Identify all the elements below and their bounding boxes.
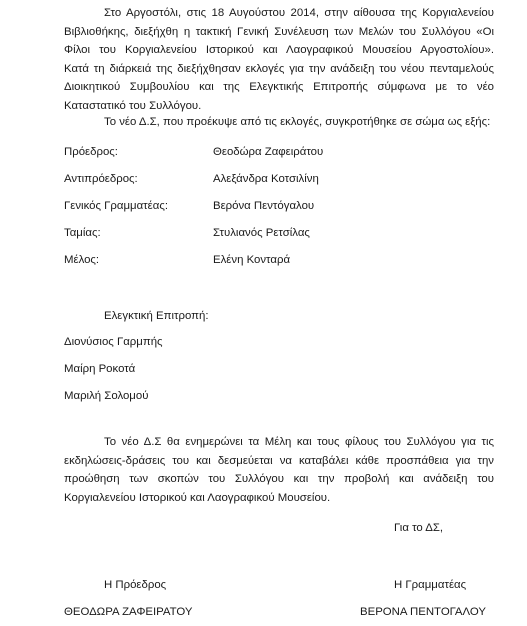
board-role: Μέλος: [64,254,100,266]
board-member-name: Ελένη Κονταρά [213,254,291,266]
intro-line: Φίλοι του Κοργιαλενείου Ιστορικού και Λαογραφικού Μουσείου Αργοστολίου». [64,44,494,57]
closing-line: προώθηση των σκοπών του Συλλόγου και την προβολή και ανάδειξη του [64,473,494,486]
board-intro: Το νέο Δ.Σ, που προέκυψε από τις εκλογές, συγκροτήθηκε σε σώμα ως εξής: [104,116,491,128]
closing-line: Το νέο Δ.Σ θα ενημερώνει τα Μέλη και τους φίλους του Συλλόγου για τις [104,436,494,448]
signature-left-title: Η Πρόεδρος [104,579,167,591]
intro-paragraph [64,4,494,116]
board-member-name: Θεοδώρα Ζαφειράτου [213,146,324,158]
board-member-name: Βερόνα Πεντόγαλου [213,200,315,212]
signature-left-name: ΘΕΟΔΩΡΑ ΖΑΦΕΙΡΑΤΟΥ [64,606,193,618]
board-role: Πρόεδρος: [64,146,118,158]
intro-line: Κατά τη διάρκειά της διεξήχθησαν εκλογές για την ανάδειξη του νέου πενταμελούς [64,62,494,75]
board-role: Αντιπρόεδρος: [64,173,138,185]
audit-member-name: Μαίρη Ροκοτά [64,363,136,375]
signature-right-title: Η Γραμματέας [394,579,467,591]
audit-member-name: Μαριλή Σολομού [64,390,149,402]
intro-line: Στο Αργοστόλι, στις 18 Αυγούστου 2014, στην αίθουσα της Κοργιαλενείου [104,7,494,19]
board-role: Ταμίας: [64,227,101,239]
signature-right-name: ΒΕΡΟΝΑ ΠΕΝΤΟΓΑΛΟΥ [360,606,486,618]
intro-line: Διοικητικού Συμβουλίου και της Ελεγκτικής Επιτροπής σύμφωνα με το νέο [64,81,494,94]
closing-paragraph [64,433,494,507]
audit-member-name: Διονύσιος Γαρμπής [64,336,163,348]
closing-line: εκδηλώσεις-δράσεις του και δεσμεύεται να καταβάλει κάθε προσπάθεια για την [64,454,494,467]
board-member-name: Στυλιανός Ρετσίλας [213,227,310,239]
intro-line: Βιβλιοθήκης, διεξήχθη η τακτική Γενική Συνέλευση των Μελών του Συλλόγου «Οι [64,25,494,38]
closing-line: Κοργιαλενείου Ιστορικού και Λαογραφικού Μουσείου. [64,491,331,504]
for-board-label: Για το ΔΣ, [394,522,444,534]
board-member-name: Αλεξάνδρα Κοτσιλίνη [213,173,319,185]
audit-heading: Ελεγκτική Επιτροπή: [104,310,209,322]
intro-line: Καταστατικό του Συλλόγου. [64,99,202,112]
board-role: Γενικός Γραμματέας: [64,200,168,212]
